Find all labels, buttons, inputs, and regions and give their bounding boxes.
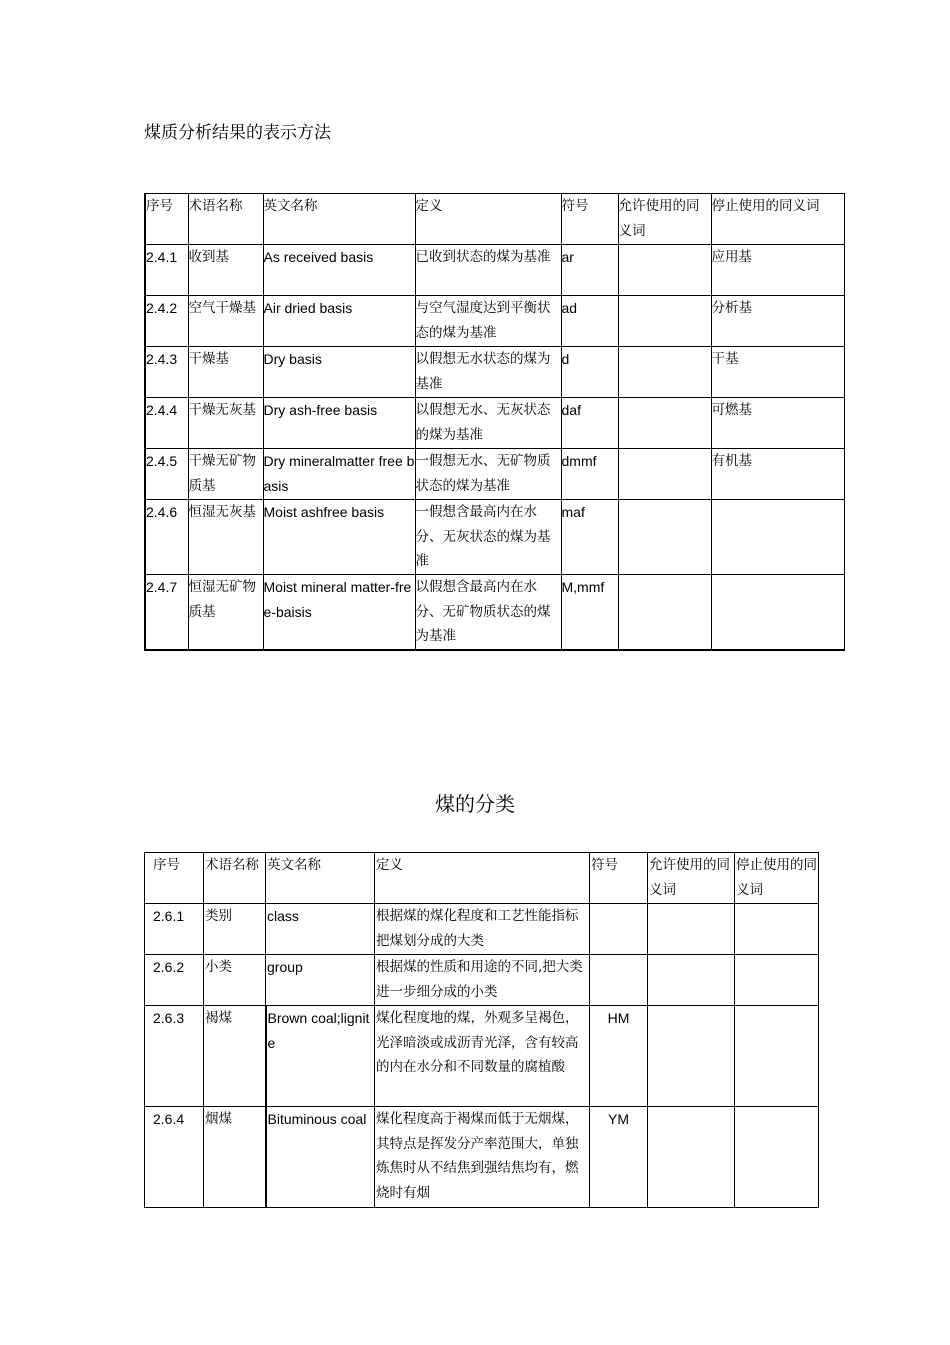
table-row — [145, 296, 844, 347]
cell-symbol: YM — [590, 1107, 648, 1208]
cell-deprecated-synonym — [711, 500, 844, 575]
cell-definition: 以假想含最高内在水分、无矿物质状态的煤为基准 — [415, 575, 561, 650]
cell-deprecated-synonym — [711, 575, 844, 650]
table-header-row — [145, 853, 819, 904]
table-header-row — [145, 194, 844, 245]
cell-symbol: ad — [561, 296, 618, 347]
cell-allowed-synonym — [618, 398, 711, 449]
cell-english: Bituminous coal — [266, 1107, 375, 1208]
cell-english: Moist ashfree basis — [263, 500, 415, 575]
cell-term: 褐煤 — [204, 1006, 266, 1107]
cell-english: As received basis — [263, 245, 415, 296]
header-cell: 允许使用的同义词 — [648, 853, 735, 904]
cell-deprecated-synonym — [735, 1107, 819, 1208]
cell-number: 2.6.2 — [145, 955, 204, 1006]
cell-deprecated-synonym: 可燃基 — [711, 398, 844, 449]
cell-term: 收到基 — [188, 245, 263, 296]
cell-term: 恒湿无灰基 — [188, 500, 263, 575]
header-cell: 符号 — [561, 194, 618, 245]
header-cell: 英文名称 — [263, 194, 415, 245]
cell-deprecated-synonym: 分析基 — [711, 296, 844, 347]
cell-definition: 煤化程度高于褐煤而低于无烟煤，其特点是挥发分产率范围大，单独炼焦时从不结焦到强结焦均有，燃烧时有烟 — [375, 1107, 590, 1208]
cell-definition: 根据煤的性质和用途的不同,把大类进一步细分成的小类 — [375, 955, 590, 1006]
cell-symbol — [590, 904, 648, 955]
cell-english: class — [266, 904, 375, 955]
cell-symbol: HM — [590, 1006, 648, 1107]
cell-allowed-synonym — [618, 347, 711, 398]
cell-deprecated-synonym: 应用基 — [711, 245, 844, 296]
cell-definition: 以假想无水、无灰状态的煤为基准 — [415, 398, 561, 449]
cell-definition: 根据煤的煤化程度和工艺性能指标把煤划分成的大类 — [375, 904, 590, 955]
cell-number: 2.6.4 — [145, 1107, 204, 1208]
cell-allowed-synonym — [648, 904, 735, 955]
cell-symbol: ar — [561, 245, 618, 296]
cell-term: 烟煤 — [204, 1107, 266, 1208]
cell-deprecated-synonym — [735, 955, 819, 1006]
cell-term: 恒湿无矿物质基 — [188, 575, 263, 650]
header-cell: 术语名称 — [188, 194, 263, 245]
cell-number: 2.4.4 — [145, 398, 188, 449]
header-cell: 定义 — [375, 853, 590, 904]
cell-number: 2.4.7 — [145, 575, 188, 650]
cell-english: group — [266, 955, 375, 1006]
cell-definition: 与空气湿度达到平衡状态的煤为基准 — [415, 296, 561, 347]
header-cell: 符号 — [590, 853, 648, 904]
header-cell: 停止使用的同义词 — [711, 194, 844, 245]
cell-number: 2.6.1 — [145, 904, 204, 955]
table-row — [145, 449, 844, 500]
cell-number: 2.4.6 — [145, 500, 188, 575]
cell-english: Air dried basis — [263, 296, 415, 347]
coal-classification-table — [144, 852, 819, 1208]
cell-allowed-synonym — [648, 955, 735, 1006]
cell-number: 2.4.3 — [145, 347, 188, 398]
header-cell: 序号 — [145, 194, 188, 245]
cell-symbol — [590, 955, 648, 1006]
cell-deprecated-synonym — [735, 1006, 819, 1107]
table-row — [145, 500, 844, 575]
cell-number: 2.4.1 — [145, 245, 188, 296]
cell-definition: 煤化程度地的煤，外观多呈褐色，光泽暗淡或成沥青光泽，含有较高的内在水分和不同数量的腐植酸 — [375, 1006, 590, 1107]
cell-symbol: maf — [561, 500, 618, 575]
cell-english: Brown coal;lignite — [266, 1006, 375, 1107]
table-row — [145, 1107, 819, 1208]
cell-allowed-synonym — [618, 296, 711, 347]
table-row — [145, 1006, 819, 1107]
cell-english: Dry basis — [263, 347, 415, 398]
cell-term: 小类 — [204, 955, 266, 1006]
cell-allowed-synonym — [618, 500, 711, 575]
section2-title: 煤的分类 — [435, 792, 515, 816]
cell-term: 干燥基 — [188, 347, 263, 398]
cell-symbol: d — [561, 347, 618, 398]
cell-english: Moist mineral matter-free-baisis — [263, 575, 415, 650]
table-row — [145, 575, 844, 650]
cell-term: 干燥无灰基 — [188, 398, 263, 449]
cell-term: 空气干燥基 — [188, 296, 263, 347]
header-cell: 序号 — [145, 853, 204, 904]
table-row — [145, 245, 844, 296]
header-cell: 定义 — [415, 194, 561, 245]
coal-analysis-basis-table — [144, 193, 845, 651]
header-cell: 停止使用的同义词 — [735, 853, 819, 904]
cell-allowed-synonym — [618, 245, 711, 296]
cell-allowed-synonym — [648, 1006, 735, 1107]
cell-term: 干燥无矿物质基 — [188, 449, 263, 500]
header-cell: 术语名称 — [204, 853, 266, 904]
cell-english: Dry ash-free basis — [263, 398, 415, 449]
table-row — [145, 955, 819, 1006]
section1-title: 煤质分析结果的表示方法 — [144, 123, 331, 143]
cell-definition: 一假想含最高内在水分、无灰状态的煤为基准 — [415, 500, 561, 575]
cell-deprecated-synonym — [735, 904, 819, 955]
cell-deprecated-synonym: 干基 — [711, 347, 844, 398]
cell-allowed-synonym — [648, 1107, 735, 1208]
cell-definition: 一假想无水、无矿物质状态的煤为基准 — [415, 449, 561, 500]
cell-term: 类别 — [204, 904, 266, 955]
cell-definition: 已收到状态的煤为基准 — [415, 245, 561, 296]
header-cell: 允许使用的同义词 — [618, 194, 711, 245]
cell-english: Dry mineralmatter free basis — [263, 449, 415, 500]
cell-symbol: dmmf — [561, 449, 618, 500]
cell-number: 2.6.3 — [145, 1006, 204, 1107]
cell-symbol: daf — [561, 398, 618, 449]
table-row — [145, 904, 819, 955]
cell-allowed-synonym — [618, 449, 711, 500]
cell-number: 2.4.2 — [145, 296, 188, 347]
cell-symbol: M,mmf — [561, 575, 618, 650]
cell-deprecated-synonym: 有机基 — [711, 449, 844, 500]
cell-number: 2.4.5 — [145, 449, 188, 500]
header-cell: 英文名称 — [266, 853, 375, 904]
table-row — [145, 347, 844, 398]
table-row — [145, 398, 844, 449]
cell-allowed-synonym — [618, 575, 711, 650]
cell-definition: 以假想无水状态的煤为基准 — [415, 347, 561, 398]
